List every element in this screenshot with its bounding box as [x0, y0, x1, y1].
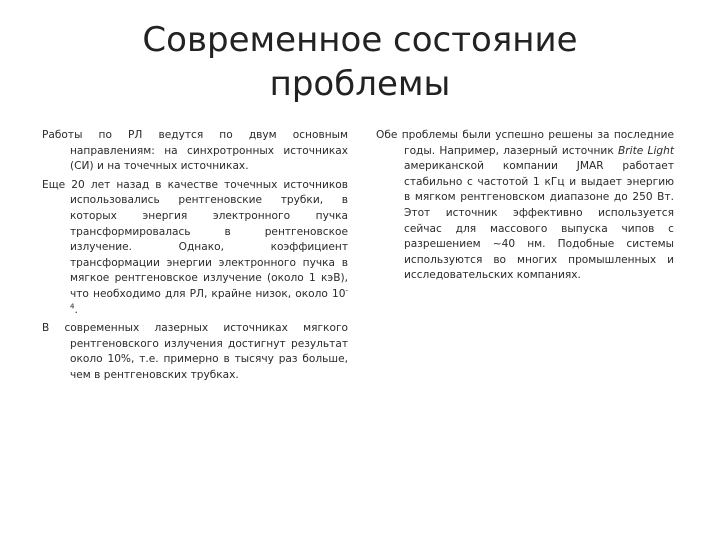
exponent: -4 — [70, 286, 348, 310]
right-paragraph-1 — [376, 128, 674, 284]
left-paragraph-2-text: Еще 20 лет назад в качестве точечных источников использовались рентгеновские трубки, в которых энергия электронного пучка трансформировалась в рентгеновское излучение. Однако, коэффициент трансформации энергии электронного пучка в мягкое рентгеновское излучение (около 1 кэВ), что необходимо для РЛ, крайне низок, около 10 — [42, 178, 348, 300]
slide-title-line2: проблемы — [269, 64, 451, 104]
right-paragraph-1-b: американской компании JMAR работает стабильно с частотой 1 кГц и выдает энергию в мягком рентгеновском диапазоне до 250 Вт. Этот источник эффективно используется сейчас для массового выпуска чипов с разрешением ~40 нм. Подобные системы используются во многих промышленных и исследовательских компаниях. — [404, 160, 674, 282]
left-paragraph-1: Работы по РЛ ведутся по двум основным направлениям: на синхротронных источниках (СИ) и на точечных источниках. — [42, 129, 348, 173]
left-paragraph-3: В современных лазерных источниках мягкого рентгеновского излучения достигнут результат около 10%, т.е. примерно в тысячу раз больше, чем в рентгеновских трубках. — [42, 322, 348, 381]
left-text-column — [42, 128, 348, 387]
slide-title-line1: Современное состояние — [142, 20, 578, 60]
right-text-column — [376, 128, 674, 287]
left-paragraph-2-end: . — [74, 303, 78, 316]
product-name: Brite Light — [618, 144, 674, 157]
slide-title — [110, 18, 610, 106]
right-paragraph-1-a: Обе проблемы были успешно решены за последние годы. Например, лазерный источник — [376, 129, 674, 157]
left-paragraph-2 — [42, 178, 348, 318]
